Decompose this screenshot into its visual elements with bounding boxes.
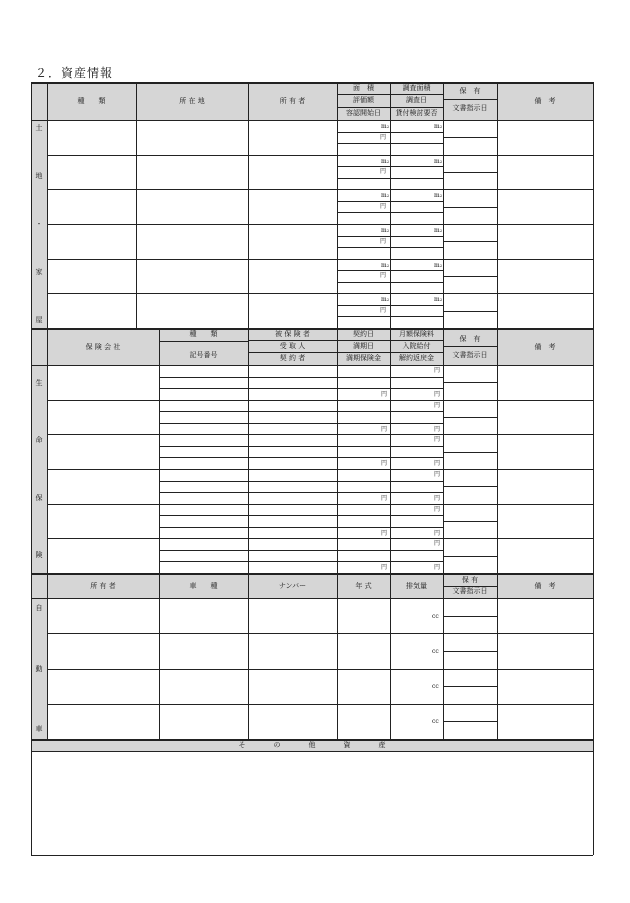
form-top-border xyxy=(31,82,593,84)
cc-unit: cc xyxy=(432,648,439,655)
form-bottom-border xyxy=(31,855,593,856)
rule-h xyxy=(159,388,248,389)
rule-h xyxy=(248,457,443,458)
form-right-border xyxy=(593,82,594,855)
rule-h xyxy=(159,481,248,482)
rule-v xyxy=(136,82,137,328)
area-unit: $m^2$ xyxy=(381,227,390,234)
insurance-side-label: 生 xyxy=(35,379,43,387)
rule-h xyxy=(443,172,497,173)
land-header-area: 面 積 xyxy=(353,84,374,92)
surrender-yen-unit: 円 xyxy=(434,530,441,537)
surrender-yen-unit: 円 xyxy=(434,391,441,398)
rule-h xyxy=(443,137,497,138)
land-header-survey-date: 調査日 xyxy=(406,96,427,104)
rule-h xyxy=(248,492,443,493)
rule-h xyxy=(159,341,248,342)
survey-area-unit: $m^2$ xyxy=(434,123,443,130)
land-header-survey-area: 調査面積 xyxy=(402,84,431,92)
rule-h xyxy=(443,99,497,100)
area-unit: $m^2$ xyxy=(381,296,390,303)
vehicle-side-label: 車 xyxy=(35,725,43,733)
land-header-doc-date: 文書指示日 xyxy=(452,104,488,112)
rule-v xyxy=(443,82,444,328)
premium-yen-unit: 円 xyxy=(434,506,441,513)
section-border xyxy=(31,328,593,330)
insurance-header-company: 保 険 会 社 xyxy=(85,343,121,351)
vehicle-header-owner: 所 有 者 xyxy=(90,582,116,590)
premium-yen-unit: 円 xyxy=(434,367,441,374)
rule-h xyxy=(159,561,248,562)
yen-unit: 円 xyxy=(380,134,387,141)
page-title: ２．資産情報 xyxy=(35,66,114,80)
rule-h xyxy=(443,417,497,418)
land-header-loan-review: 貸付検討要否 xyxy=(395,109,438,117)
land-side-label: 土 xyxy=(35,124,43,132)
land-header-remarks: 備 考 xyxy=(534,97,556,105)
rule-h xyxy=(443,651,497,652)
vehicle-row-divider xyxy=(47,633,593,634)
rule-h xyxy=(159,423,248,424)
rule-h xyxy=(443,721,497,722)
surrender-yen-unit: 円 xyxy=(434,495,441,502)
rule-h xyxy=(443,241,497,242)
vehicle-header-remarks: 備 考 xyxy=(534,582,556,590)
insurance-header-hospital-benefit: 入院給付 xyxy=(402,342,431,350)
maturity-yen-unit: 円 xyxy=(381,426,388,433)
insurance-row-divider xyxy=(47,434,593,435)
insurance-side-label: 険 xyxy=(35,551,43,559)
rule-h xyxy=(248,527,443,528)
insurance-header-code: 記号番号 xyxy=(189,351,218,359)
rule-h xyxy=(31,751,593,752)
land-row-divider xyxy=(47,224,593,225)
vehicle-header-displacement: 排気量 xyxy=(406,582,427,590)
insurance-header-contractor: 契 約 者 xyxy=(279,354,306,362)
rule-h xyxy=(443,616,497,617)
land-header-type: 種 類 xyxy=(77,97,106,105)
rule-v xyxy=(248,82,249,328)
rule-h xyxy=(31,365,593,366)
cc-unit: cc xyxy=(432,718,439,725)
rule-h xyxy=(443,346,497,347)
land-header-owner: 所 有 者 xyxy=(279,97,306,105)
yen-unit: 円 xyxy=(380,272,387,279)
surrender-yen-unit: 円 xyxy=(434,460,441,467)
rule-h xyxy=(248,550,443,551)
rule-h xyxy=(443,486,497,487)
vehicle-side-label: 自 xyxy=(35,604,43,612)
insurance-header-maturity-amount: 満期保険金 xyxy=(346,354,381,362)
rule-v xyxy=(337,82,338,328)
premium-yen-unit: 円 xyxy=(434,436,441,443)
cc-unit: cc xyxy=(432,613,439,620)
rule-h xyxy=(443,556,497,557)
survey-area-unit: $m^2$ xyxy=(434,296,443,303)
rule-h xyxy=(248,352,443,353)
area-unit: $m^2$ xyxy=(381,262,390,269)
vehicle-side-label: 動 xyxy=(35,664,43,673)
rule-h xyxy=(159,446,248,447)
insurance-row-divider xyxy=(47,469,593,470)
land-row-divider xyxy=(47,189,593,190)
rule-h xyxy=(159,457,248,458)
rule-h xyxy=(31,120,593,121)
insurance-header-holding: 保 有 xyxy=(459,335,481,343)
land-row-divider xyxy=(47,155,593,156)
vehicle-header-doc-date: 文書指示日 xyxy=(452,587,488,595)
survey-area-unit: $m^2$ xyxy=(434,262,443,269)
rule-h xyxy=(159,515,248,516)
insurance-row-divider xyxy=(47,504,593,505)
insurance-header-insured: 被 保 険 者 xyxy=(275,330,310,338)
land-side-label: ・ xyxy=(35,220,43,228)
maturity-yen-unit: 円 xyxy=(381,460,388,467)
rule-h xyxy=(248,377,443,378)
rule-h xyxy=(443,521,497,522)
maturity-yen-unit: 円 xyxy=(381,564,388,571)
land-side-label: 地 xyxy=(35,172,43,180)
vehicle-row-divider xyxy=(47,669,593,670)
premium-yen-unit: 円 xyxy=(434,402,441,409)
land-row-divider xyxy=(47,293,593,294)
section-border xyxy=(31,573,593,575)
rule-h xyxy=(248,446,443,447)
vehicle-header-plate: ナンバー xyxy=(278,582,307,590)
land-header-holding: 保 有 xyxy=(459,87,481,95)
rule-v xyxy=(390,82,391,328)
vehicle-header-holding: 保 有 xyxy=(461,576,479,584)
land-row-divider xyxy=(47,259,593,260)
land-side-label: 屋 xyxy=(35,316,43,324)
rule-v xyxy=(497,82,498,328)
rule-h xyxy=(248,423,443,424)
rule-h xyxy=(159,377,248,378)
insurance-header-contract-date: 契約日 xyxy=(353,330,374,338)
insurance-row-divider xyxy=(47,400,593,401)
land-header-valuation: 評価額 xyxy=(353,96,374,104)
vehicle-header-model: 車 種 xyxy=(189,582,218,590)
rule-h xyxy=(443,276,497,277)
rule-h xyxy=(443,311,497,312)
survey-area-unit: $m^2$ xyxy=(434,158,443,165)
surrender-yen-unit: 円 xyxy=(434,564,441,571)
insurance-header-recipient: 受 取 人 xyxy=(279,342,306,350)
rule-h xyxy=(443,207,497,208)
land-header-approval-start: 容認開始日 xyxy=(346,109,381,117)
insurance-header-surrender-value: 解約返戻金 xyxy=(399,354,434,362)
land-header-location: 所 在 地 xyxy=(179,97,205,105)
premium-yen-unit: 円 xyxy=(434,471,441,478)
insurance-header-doc-date: 文書指示日 xyxy=(452,351,488,359)
rule-h xyxy=(159,492,248,493)
land-side-label: 家 xyxy=(35,268,43,276)
area-unit: $m^2$ xyxy=(381,192,390,199)
insurance-header-remarks: 備 考 xyxy=(534,343,556,351)
surrender-yen-unit: 円 xyxy=(434,426,441,433)
yen-unit: 円 xyxy=(380,203,387,210)
vehicle-row-divider xyxy=(47,704,593,705)
rule-h xyxy=(443,452,497,453)
maturity-yen-unit: 円 xyxy=(381,495,388,502)
rule-h xyxy=(248,561,443,562)
insurance-row-divider xyxy=(47,538,593,539)
maturity-yen-unit: 円 xyxy=(381,530,388,537)
insurance-side-shade xyxy=(31,365,47,573)
rule-h xyxy=(443,382,497,383)
insurance-header-type: 種 類 xyxy=(189,330,218,338)
vehicle-header-year: 年 式 xyxy=(355,582,372,590)
rule-h xyxy=(159,550,248,551)
premium-yen-unit: 円 xyxy=(434,540,441,547)
other-assets-header: そ の 他 資 産 xyxy=(238,741,386,749)
yen-unit: 円 xyxy=(380,307,387,314)
form-left-border xyxy=(31,82,32,855)
area-unit: $m^2$ xyxy=(381,158,390,165)
insurance-header-maturity: 満期日 xyxy=(353,342,374,350)
rule-h xyxy=(443,686,497,687)
yen-unit: 円 xyxy=(380,238,387,245)
rule-h xyxy=(31,598,593,599)
rule-h xyxy=(159,411,248,412)
insurance-side-label: 保 xyxy=(35,493,43,502)
section-border xyxy=(31,739,593,741)
rule-h xyxy=(248,481,443,482)
rule-h xyxy=(443,586,497,587)
rule-h xyxy=(159,527,248,528)
rule-h xyxy=(248,411,443,412)
area-unit: $m^2$ xyxy=(381,123,390,130)
maturity-yen-unit: 円 xyxy=(381,391,388,398)
insurance-header-monthly-premium: 月額保険料 xyxy=(399,330,434,338)
rule-v xyxy=(47,82,48,328)
insurance-side-label: 命 xyxy=(35,436,43,445)
rule-h xyxy=(248,388,443,389)
rule-h xyxy=(248,515,443,516)
cc-unit: cc xyxy=(432,683,439,690)
survey-area-unit: $m^2$ xyxy=(434,227,443,234)
survey-area-unit: $m^2$ xyxy=(434,192,443,199)
yen-unit: 円 xyxy=(380,168,387,175)
rule-h xyxy=(248,340,443,341)
